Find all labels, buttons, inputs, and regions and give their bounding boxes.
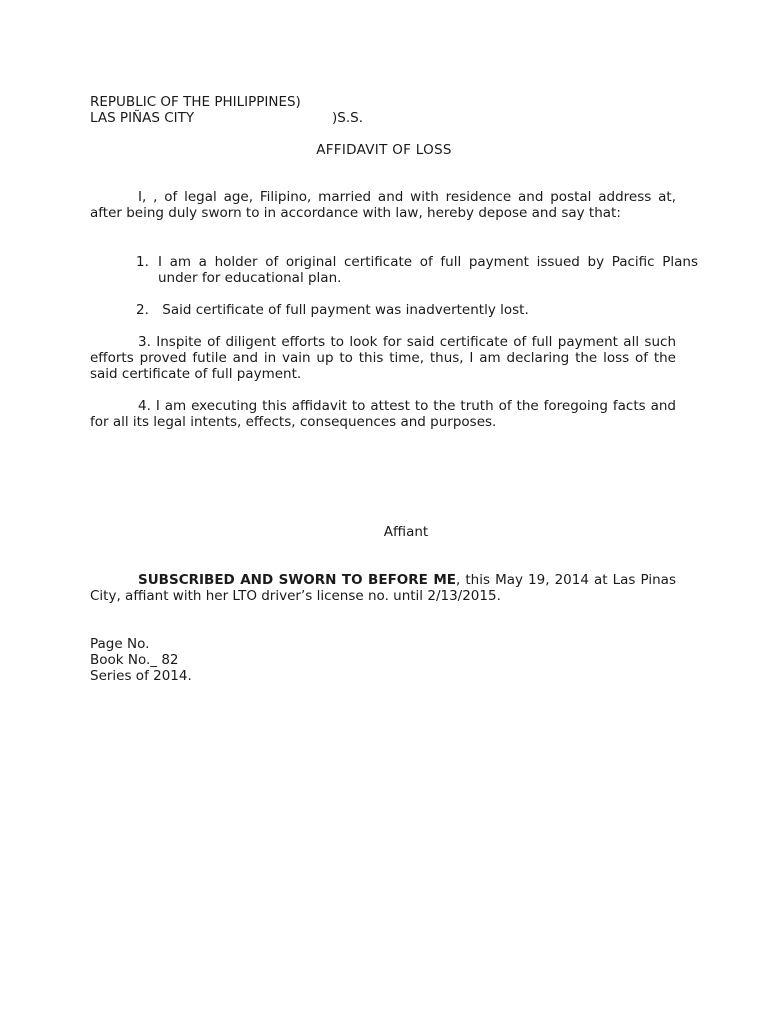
venue-line-republic: REPUBLIC OF THE PHILIPPINES) [90,94,301,110]
notary-page-no: Page No. [90,636,150,652]
intro-paragraph: I, , of legal age, Filipino, married and with residence and postal address at, after being duly sworn to in accordance with law, hereby depose and say that: [90,189,676,221]
document-title: AFFIDAVIT OF LOSS [316,142,452,158]
jurat-rest-text: , this May 19, 2014 at Las Pinas City, affiant with her LTO driver’s license no. until 2/13/2015. [90,572,676,604]
list-item-1-number: 1. [136,254,149,270]
venue-ss: )S.S. [332,110,363,126]
list-item-2-text: Said certificate of full payment was inadvertently lost. [158,302,529,318]
affiant-label: Affiant [383,524,429,540]
notary-book-no: Book No._ 82 [90,652,179,668]
list-item-1-text: I am a holder of original certificate of full payment issued by Pacific Plans under for educational plan. [158,254,698,286]
list-item-1 [136,254,698,286]
notary-series: Series of 2014. [90,668,192,684]
paragraph-4: 4. I am executing this affidavit to attest to the truth of the foregoing facts and for all its legal intents, effects, consequences and purposes. [90,398,676,430]
jurat-bold-text: SUBSCRIBED AND SWORN TO BEFORE ME [138,572,457,588]
venue-line-city: LAS PIÑAS CITY [90,110,195,126]
list-item-2 [136,302,698,318]
list-item-2-number: 2. [136,302,149,318]
paragraph-3: 3. Inspite of diligent efforts to look for said certificate of full payment all such efforts proved futile and in vain up to this time, thus, I am declaring the loss of the said certificate of full payment. [90,334,676,382]
jurat-paragraph [90,572,676,604]
